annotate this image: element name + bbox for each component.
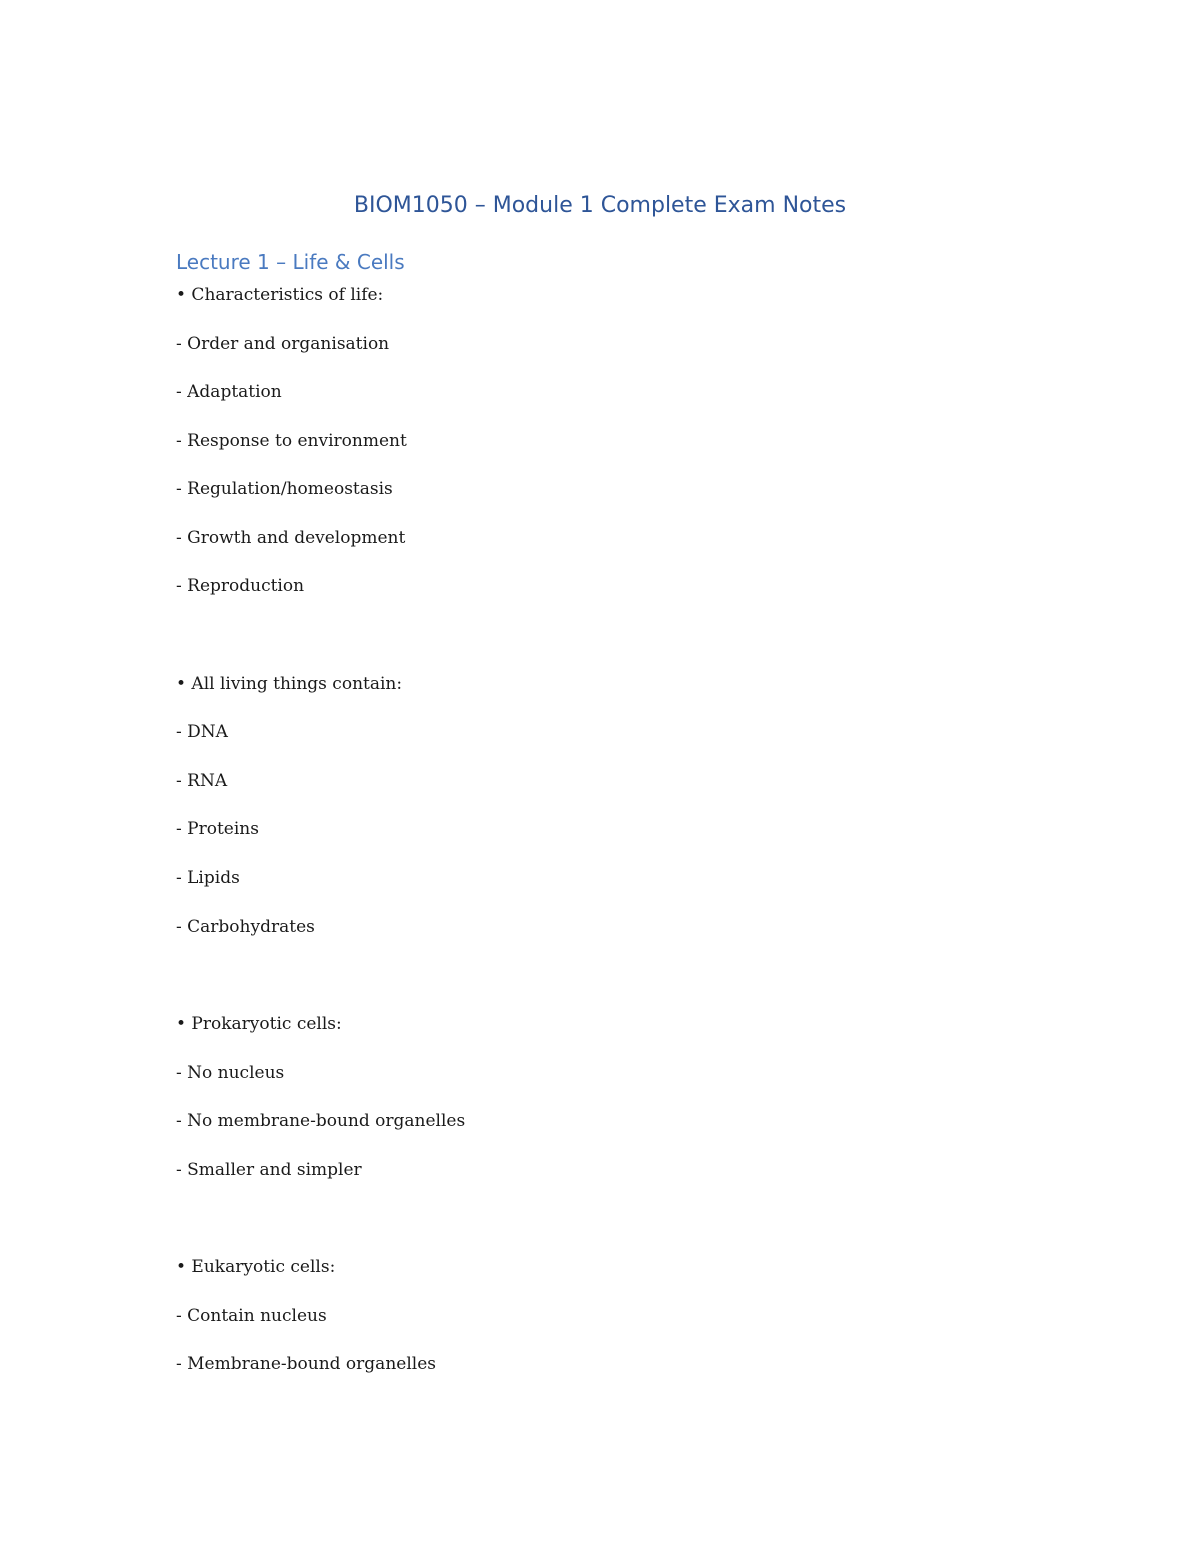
lecture-heading: Lecture 1 – Life & Cells [176,250,405,274]
list-item: - Membrane-bound organelles [176,1354,436,1374]
list-item: - No nucleus [176,1063,285,1083]
list-item: - Response to environment [176,431,407,451]
list-item: - Reproduction [176,576,305,596]
section-heading-living-things: • All living things contain: [176,674,403,694]
list-item: - Regulation/homeostasis [176,479,393,499]
list-item: - Proteins [176,819,259,839]
list-item: - Order and organisation [176,334,390,354]
list-item: - Growth and development [176,528,406,548]
document-title: BIOM1050 – Module 1 Complete Exam Notes [353,193,847,218]
list-item: - DNA [176,722,228,742]
section-heading-prokaryotic: • Prokaryotic cells: [176,1014,342,1034]
list-item: - Smaller and simpler [176,1160,362,1180]
list-item: - Adaptation [176,382,282,402]
list-item: - RNA [176,771,228,791]
section-heading-characteristics: • Characteristics of life: [176,285,384,305]
list-item: - Contain nucleus [176,1306,327,1326]
list-item: - Carbohydrates [176,917,315,937]
section-heading-eukaryotic: • Eukaryotic cells: [176,1257,336,1277]
list-item: - No membrane-bound organelles [176,1111,466,1131]
list-item: - Lipids [176,868,240,888]
